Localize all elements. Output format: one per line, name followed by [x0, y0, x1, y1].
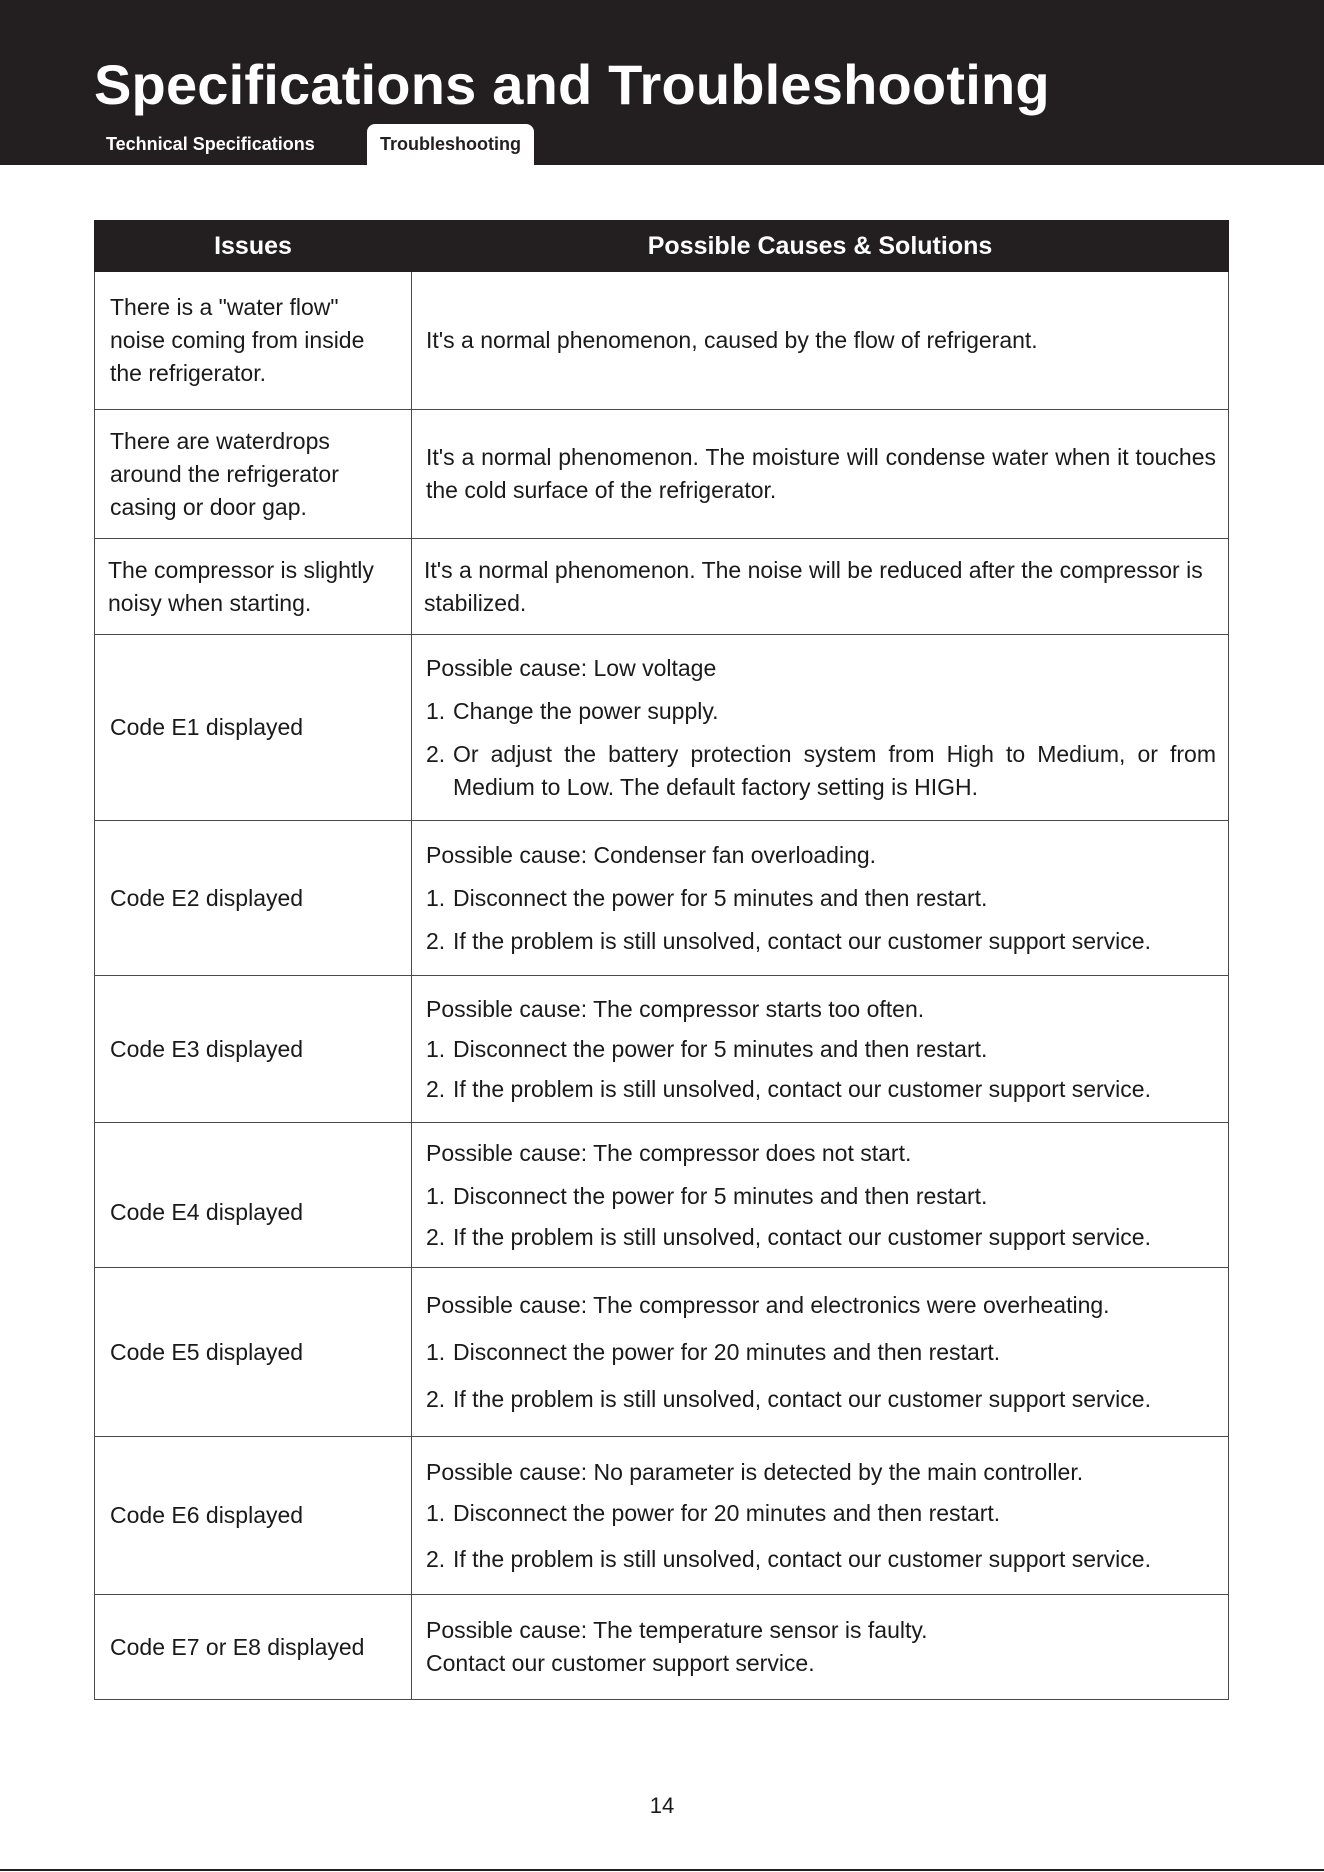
solution-note: Contact our customer support service. [426, 1650, 815, 1676]
solution-cell: It's a normal phenomenon. The moisture will condense water when it touches the cold surface of the refrigerator. [412, 410, 1229, 539]
table-row [95, 410, 1229, 539]
issue-cell: Code E7 or E8 displayed [95, 1595, 412, 1700]
solution-step: 1. Disconnect the power for 5 minutes and then restart. [426, 1182, 988, 1209]
solution-cell [412, 1268, 1229, 1437]
solution-step: 2. Or adjust the battery protection system from High to Medium, or from Medium to Low. The default factory setting is HIGH. [426, 740, 1216, 800]
solution-cell [412, 1123, 1229, 1268]
issue-cell: There are waterdrops around the refrigerator casing or door gap. [95, 410, 412, 539]
solution-cell [412, 635, 1229, 821]
possible-cause: Possible cause: Low voltage [426, 654, 717, 681]
troubleshooting-table [94, 220, 1229, 1700]
possible-cause: Possible cause: Condenser fan overloading. [426, 841, 877, 868]
solution-step: 2. If the problem is still unsolved, contact our customer support service. [426, 1075, 1151, 1102]
table-row [95, 272, 1229, 410]
table-row [95, 1595, 1229, 1700]
possible-cause: Possible cause: The temperature sensor is faulty. [426, 1617, 928, 1643]
page-header [0, 0, 1324, 165]
bottom-rule [0, 1869, 1324, 1871]
solution-cell: It's a normal phenomenon, caused by the flow of refrigerant. [412, 272, 1229, 410]
issue-cell: Code E6 displayed [95, 1437, 412, 1595]
solution-step: 2. If the problem is still unsolved, contact our customer support service. [426, 1385, 1151, 1412]
solution-cell [412, 1437, 1229, 1595]
table-header-row [95, 221, 1229, 272]
solution-cell [412, 1595, 1229, 1700]
table-row [95, 976, 1229, 1123]
issue-cell: Code E3 displayed [95, 976, 412, 1123]
table-row [95, 539, 1229, 635]
table-row [95, 821, 1229, 976]
solution-step: 1. Disconnect the power for 20 minutes and then restart. [426, 1338, 1001, 1365]
tab-technical-specifications[interactable]: Technical Specifications [106, 134, 315, 154]
solution-cell: It's a normal phenomenon. The noise will be reduced after the compressor is stabilized. [412, 539, 1229, 635]
possible-cause: Possible cause: The compressor does not start. [426, 1139, 912, 1166]
issue-cell: Code E4 displayed [95, 1123, 412, 1268]
table-row [95, 1268, 1229, 1437]
issue-cell: The compressor is slightly noisy when starting. [95, 539, 412, 635]
possible-cause: Possible cause: No parameter is detected by the main controller. [426, 1458, 1084, 1485]
solution-step: 1. Disconnect the power for 5 minutes and then restart. [426, 1035, 988, 1062]
table-row [95, 1123, 1229, 1268]
issue-cell: Code E2 displayed [95, 821, 412, 976]
possible-cause: Possible cause: The compressor and electronics were overheating. [426, 1291, 1110, 1318]
issue-cell: There is a "water flow" noise coming from inside the refrigerator. [95, 272, 412, 410]
solution-step: 2. If the problem is still unsolved, contact our customer support service. [426, 1223, 1151, 1250]
solution-step: 1. Disconnect the power for 5 minutes and then restart. [426, 884, 988, 911]
issue-cell: Code E5 displayed [95, 1268, 412, 1437]
column-header-issues: Issues [95, 221, 412, 272]
page-title: Specifications and Troubleshooting [94, 53, 1050, 116]
issue-cell: Code E1 displayed [95, 635, 412, 821]
tab-troubleshooting[interactable]: Troubleshooting [367, 124, 534, 165]
solution-step: 2. If the problem is still unsolved, contact our customer support service. [426, 927, 1151, 954]
table-row [95, 635, 1229, 821]
page-number: 14 [649, 1793, 675, 1818]
solution-step: 1. Disconnect the power for 20 minutes and then restart. [426, 1499, 1001, 1526]
solution-step: 2. If the problem is still unsolved, contact our customer support service. [426, 1545, 1151, 1572]
solution-cell [412, 976, 1229, 1123]
table-row [95, 1437, 1229, 1595]
solution-step: 1. Change the power supply. [426, 697, 719, 724]
column-header-solutions: Possible Causes & Solutions [412, 221, 1229, 272]
possible-cause: Possible cause: The compressor starts too often. [426, 995, 925, 1022]
solution-cell [412, 821, 1229, 976]
